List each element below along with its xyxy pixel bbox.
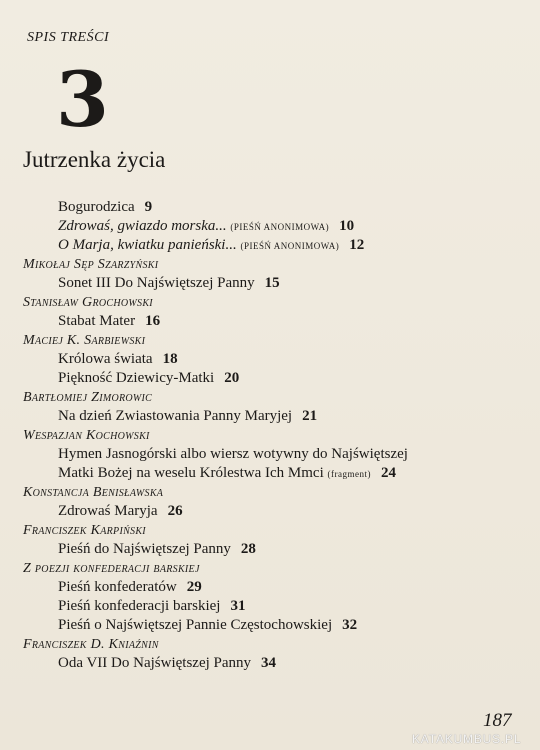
toc-entry-title: Sonet III Do Najświętszej Panny [58, 275, 255, 291]
toc-page-number: 16 [145, 313, 161, 329]
toc-page-number: 34 [261, 655, 277, 671]
toc-entry [23, 407, 523, 426]
toc-page-number: 20 [224, 370, 240, 386]
toc-entry [23, 654, 523, 673]
toc-page-number: 18 [162, 351, 178, 367]
toc-page-number: 21 [302, 408, 318, 424]
toc-page-number: 12 [349, 237, 365, 253]
toc-entry-title: Oda VII Do Najświętszej Panny [58, 655, 252, 671]
toc-author: Stanisław Grochowski [23, 295, 153, 310]
toc-entry [23, 236, 523, 255]
toc-author: Bartłomiej Zimorowic [23, 390, 153, 405]
toc-entry [23, 198, 523, 217]
toc-page-number: 31 [230, 598, 246, 614]
chapter-title: Jutrzenka życia [23, 147, 166, 172]
toc-entry-note: (fragment) [327, 469, 371, 479]
toc-entry-title: Królowa świata [58, 351, 153, 367]
toc-page-number: 28 [240, 541, 256, 557]
toc-entry [23, 217, 523, 236]
toc-entry-title: Piękność Dziewicy-Matki [58, 370, 215, 386]
page-number: 187 [483, 710, 512, 731]
toc-author: Franciszek D. Kniaźnin [23, 637, 159, 652]
toc-author: Maciej K. Sarbiewski [23, 333, 146, 348]
toc-entry-title: Hymen Jasnogórski albo wiersz wotywny do Najświętszej [58, 446, 408, 462]
toc-page-number: 32 [342, 617, 358, 633]
toc-entry-title: Pieśń o Najświętszej Pannie Częstochowskiej [58, 617, 333, 633]
watermark: KATAKUMBUS.PL [412, 732, 522, 746]
toc-page-number: 15 [264, 275, 280, 291]
toc-author: Mikołaj Sęp Szarzyński [23, 257, 159, 272]
table-of-contents [23, 198, 523, 673]
toc-entry-note: (PIEŚŃ ANONIMOWA) [240, 241, 340, 251]
toc-entry-title: Na dzień Zwiastowania Panny Maryjej [58, 408, 293, 424]
toc-entry-title: Zdrowaś, gwiazdo morska... [58, 218, 227, 234]
toc-entry [23, 369, 523, 388]
toc-entry [23, 502, 523, 521]
toc-page-number: 24 [381, 465, 396, 481]
toc-entry-title: O Marja, kwiatku panieński... [58, 237, 237, 253]
toc-entry [23, 274, 523, 293]
toc-entry-title: Stabat Mater [58, 313, 136, 329]
toc-author: Wespazjan Kochowski [23, 428, 150, 443]
toc-entry [23, 540, 523, 559]
toc-entry-title: Pieśń konfederatów [58, 579, 177, 595]
toc-page-number: 10 [339, 218, 355, 234]
chapter-number: 3 [56, 55, 107, 144]
toc-page-number: 29 [186, 579, 202, 595]
toc-entry [23, 445, 523, 464]
section-header: SPIS TREŚCI [27, 30, 110, 45]
toc-entry-title: Bogurodzica [58, 199, 135, 215]
toc-entry [23, 597, 523, 616]
toc-entry [23, 350, 523, 369]
toc-entry-title: Zdrowaś Maryja [58, 503, 158, 519]
toc-entry [23, 464, 523, 483]
toc-page-number: 26 [167, 503, 183, 519]
toc-entry-note: (PIEŚŃ ANONIMOWA) [230, 222, 330, 232]
toc-author: Konstancja Benisławska [23, 485, 164, 500]
toc-author: Z poezji konfederacji barskiej [23, 561, 200, 576]
toc-entry-title: Pieśń do Najświętszej Panny [58, 541, 231, 557]
toc-entry [23, 616, 523, 635]
toc-page-number: 9 [144, 199, 153, 215]
toc-author: Franciszek Karpiński [23, 523, 146, 538]
toc-entry [23, 312, 523, 331]
toc-entry [23, 578, 523, 597]
toc-entry-title: Pieśń konfederacji barskiej [58, 598, 221, 614]
toc-entry-title: Matki Bożej na weselu Królestwa Ich Mmci [58, 465, 324, 481]
